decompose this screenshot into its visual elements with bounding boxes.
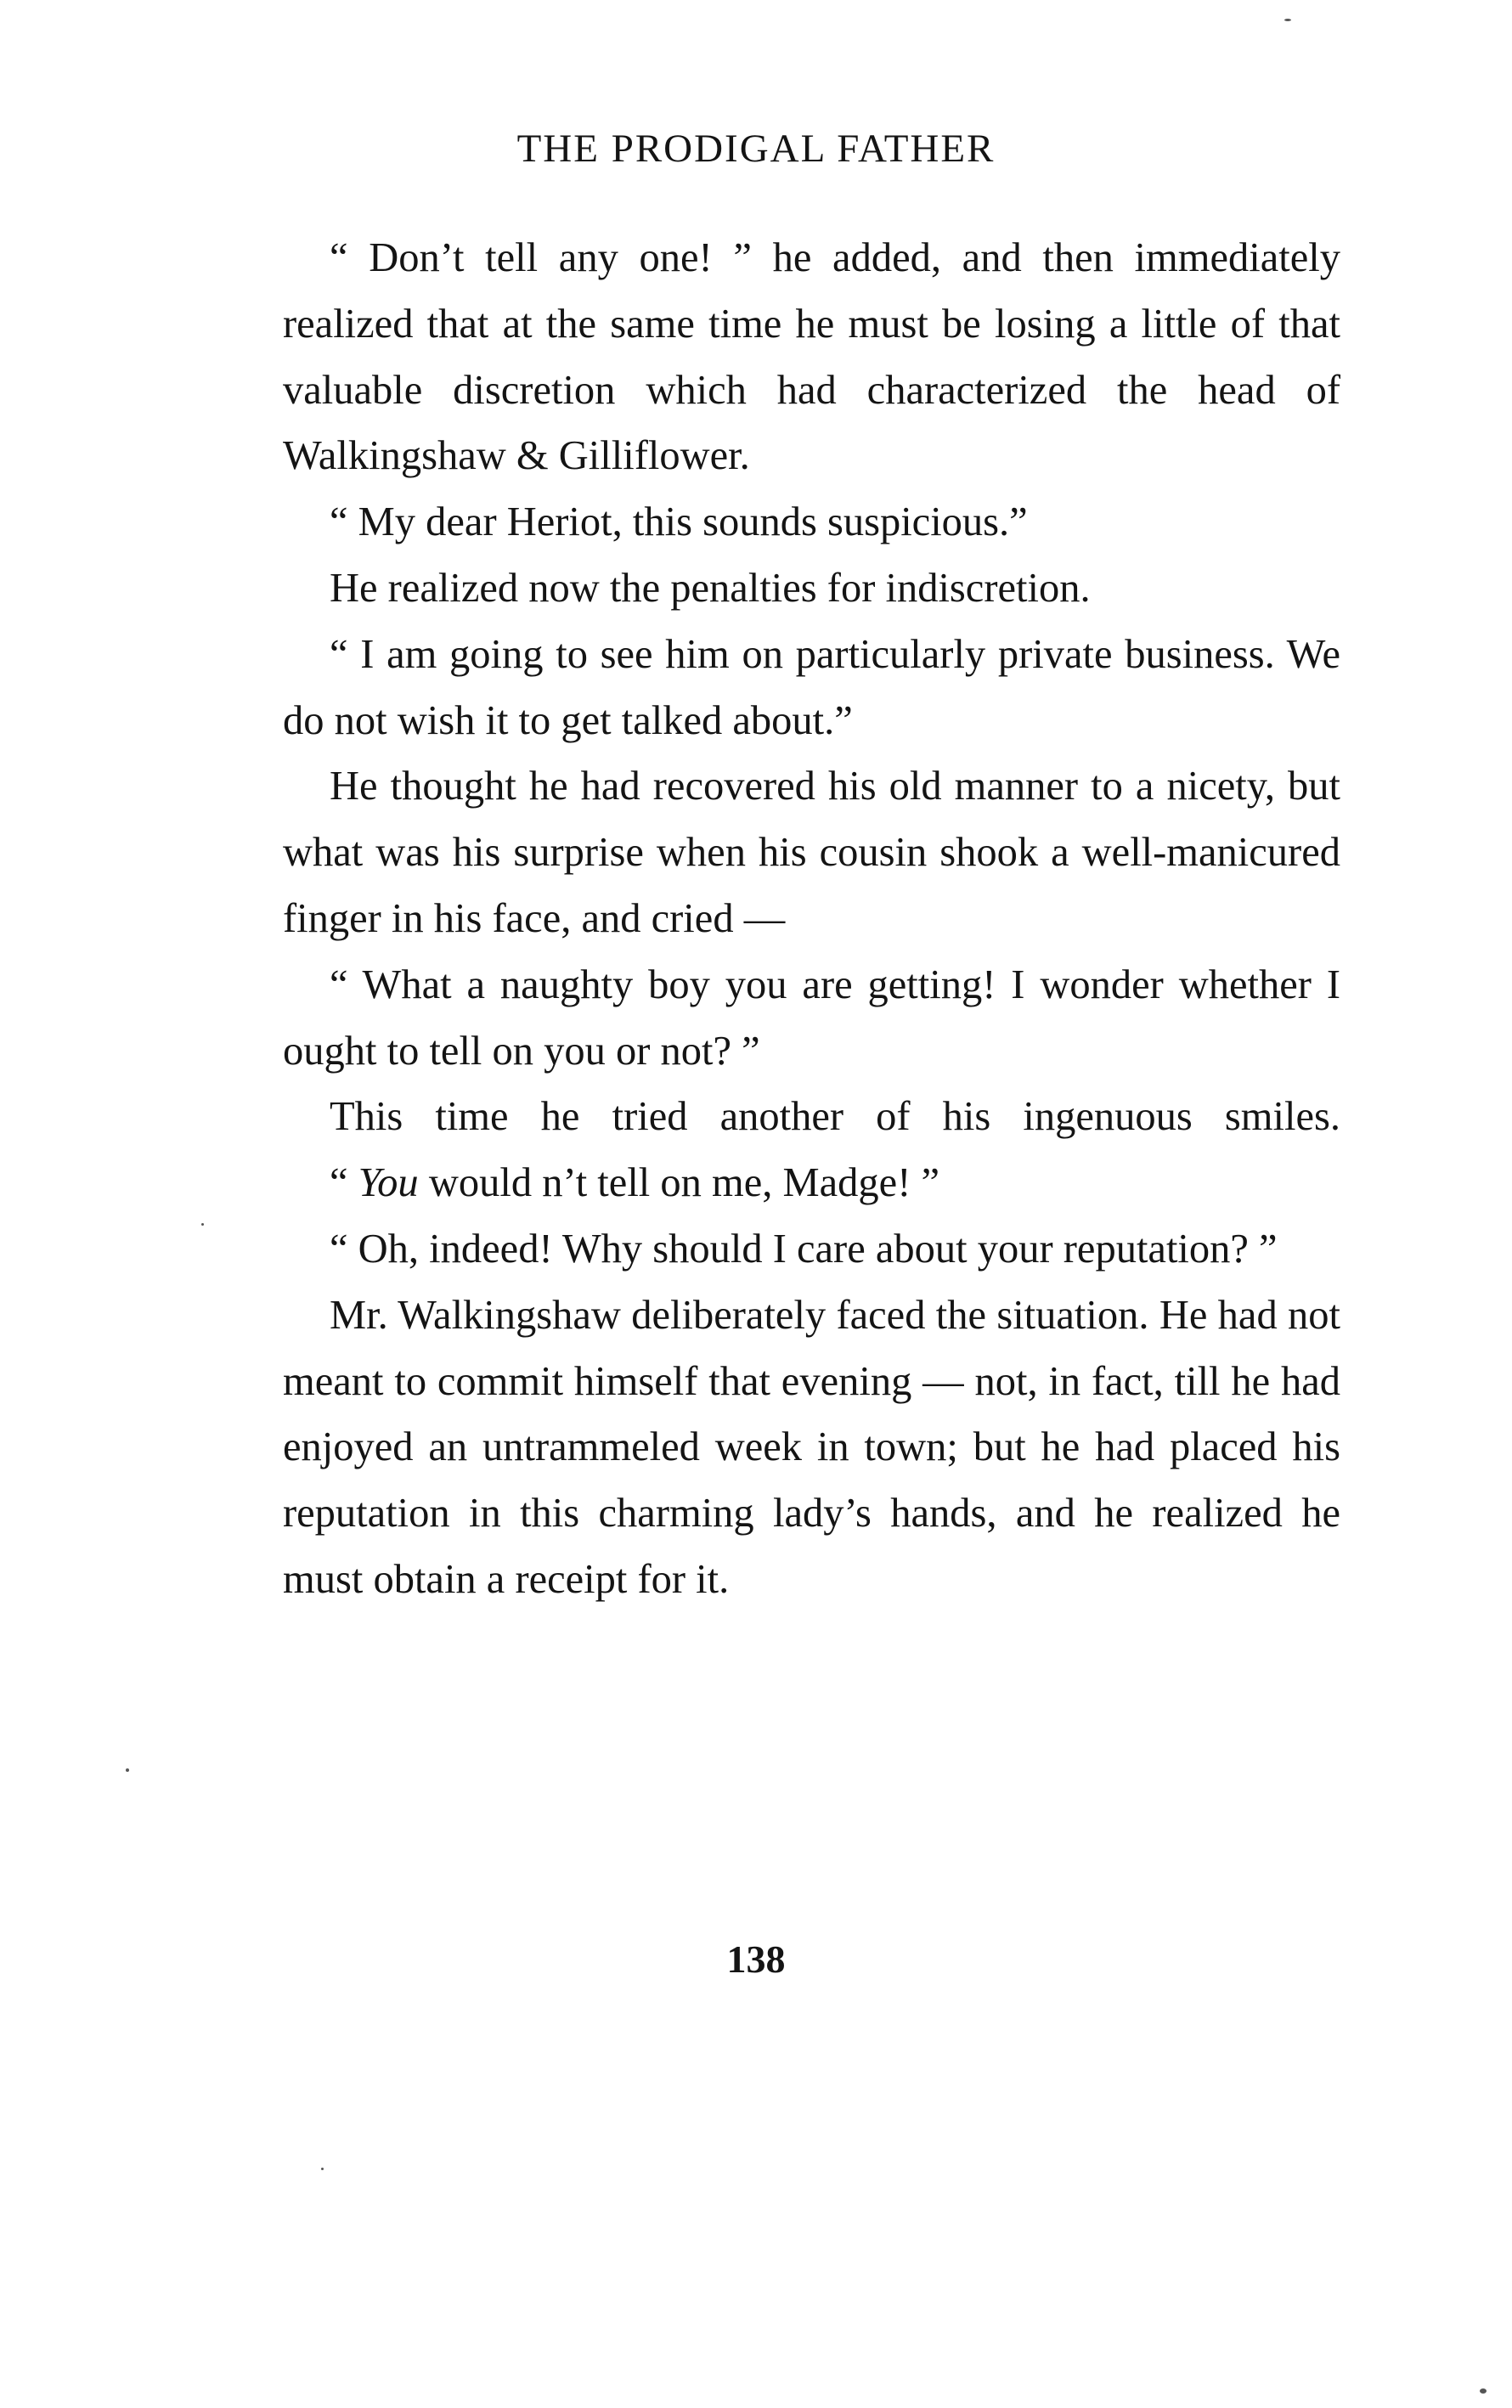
paragraph-text: would n’t tell on me, Madge! ”	[418, 1160, 939, 1206]
paragraph	[283, 489, 1340, 555]
paragraph	[283, 753, 1340, 951]
paragraph-text: “ Oh, indeed! Why should I care about your reputation? ”	[330, 1226, 1278, 1272]
paragraph-text: “ What a naughty boy you are getting! I wonder whether I ought to tell on you or not? ”	[283, 962, 1340, 1074]
paragraph-text: “ My dear Heriot, this sounds suspicious.”	[330, 499, 1028, 545]
paragraph-text: This time he tried another of his ingenuous smiles.	[330, 1094, 1340, 1140]
paragraph	[283, 225, 1340, 489]
page-number: 138	[726, 1937, 786, 1981]
paragraph	[283, 1150, 1340, 1216]
paragraph-text: He thought he had recovered his old manner to a nicety, but what was his surprise when his cousin shook a well-manicured finger in his face, and cried —	[283, 764, 1340, 941]
paragraph-text: “ I am going to see him on particularly private business. We do not wish it to get talked about.”	[283, 631, 1340, 743]
running-head: THE PRODIGAL FATHER	[516, 127, 996, 171]
body-text	[283, 225, 1340, 1613]
paragraph-text: “	[330, 1160, 358, 1206]
paragraph-text: “ Don’t tell any one! ” he added, and then immediately realized that at the same time he must be losing a little of that valuable discretion which had characterized the head of Walkingshaw & Gilliflower.	[283, 235, 1340, 479]
italic-text: You	[358, 1160, 419, 1206]
paragraph-text: Mr. Walkingshaw deliberately faced the situation. He had not meant to commit himself that evening — not, in fact, till he had enjoyed an untrammeled week in town; but he had placed his reputation in this charming lady’s hands, and he realized he must obtain a receipt for it.	[283, 1292, 1340, 1602]
paragraph	[283, 1283, 1340, 1613]
paragraph	[283, 622, 1340, 754]
paragraph	[283, 555, 1340, 622]
paragraph	[283, 1216, 1340, 1283]
paragraph	[283, 952, 1340, 1085]
paragraph	[283, 1084, 1340, 1150]
paragraph-text: He realized now the penalties for indiscretion.	[330, 565, 1091, 611]
